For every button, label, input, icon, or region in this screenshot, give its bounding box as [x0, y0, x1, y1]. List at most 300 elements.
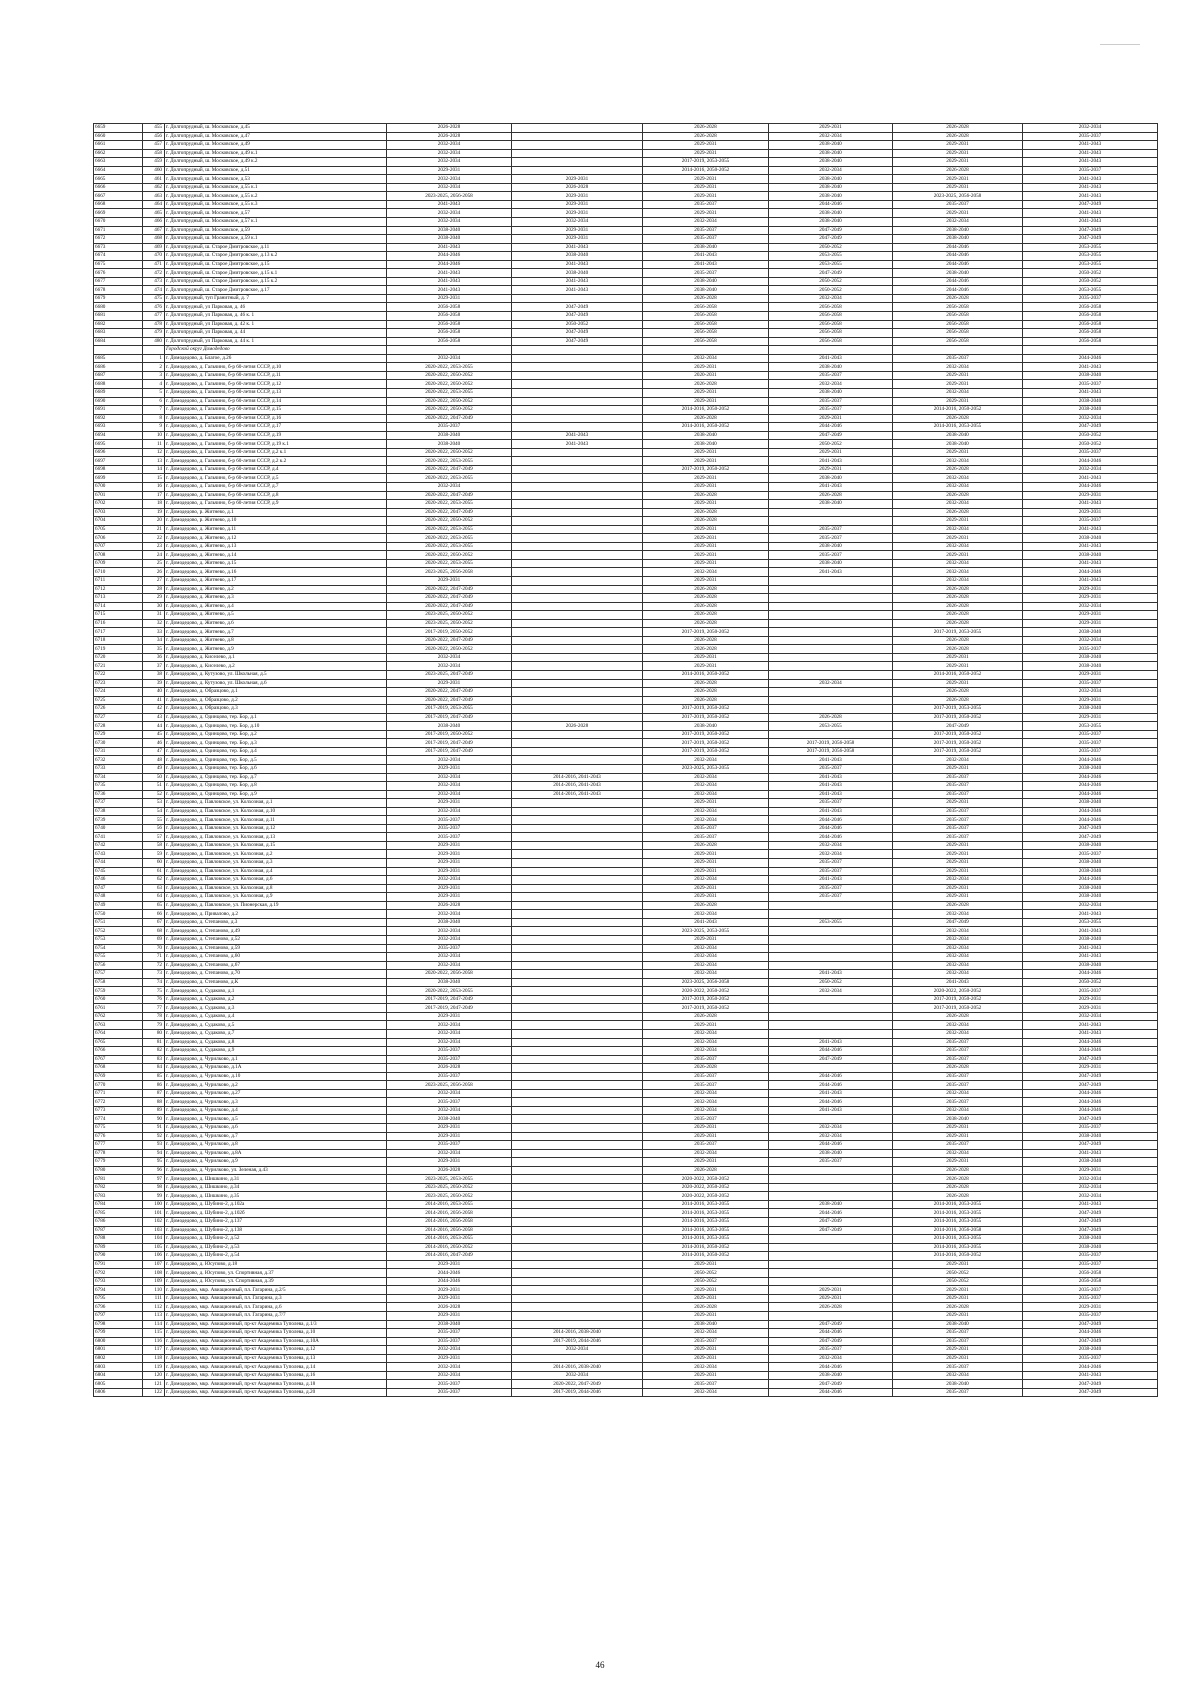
number-cell: 6671	[94, 226, 143, 235]
address-cell: г. Домодедово, мкр. Авиационный, пр-кт Академика Туполева, д.10	[165, 1329, 387, 1338]
period-cell: 2035-2037	[893, 824, 1023, 833]
period-cell: 2044-2046	[769, 1209, 893, 1218]
period-cell: 2032-2034	[387, 961, 512, 970]
address-cell: г. Долгопрудный, ул Парковая, д. 42 к. 1	[165, 320, 387, 329]
table-row	[94, 773, 1158, 782]
period-cell: 2035-2037	[893, 200, 1023, 209]
period-cell: 2029-2031	[1023, 611, 1158, 620]
period-cell: 2041-2043	[769, 876, 893, 885]
period-cell: 2041-2043	[643, 260, 769, 269]
period-cell: 2020-2022, 2053-2055	[387, 534, 512, 543]
period-cell: 2044-2046	[769, 824, 893, 833]
period-cell: 2032-2034	[1023, 1192, 1158, 1201]
period-cell	[512, 474, 643, 483]
period-cell: 2032-2034	[387, 482, 512, 491]
address-cell: г. Домодедово, д. Благое, д.26	[165, 354, 387, 363]
period-cell: 2026-2028	[893, 166, 1023, 175]
period-cell: 2041-2043	[1023, 183, 1158, 192]
period-cell: 2029-2031	[1023, 995, 1158, 1004]
period-cell: 2047-2049	[769, 1337, 893, 1346]
number-cell: 6795	[94, 1294, 143, 1303]
period-cell: 2026-2028	[893, 414, 1023, 423]
period-cell: 2035-2037	[1023, 166, 1158, 175]
period-cell	[512, 910, 643, 919]
address-cell: г. Домодедово, д. Судаково, д.2	[165, 995, 387, 1004]
period-cell	[512, 1260, 643, 1269]
period-cell: 2038-2040	[643, 440, 769, 449]
period-cell: 2029-2031	[643, 867, 769, 876]
period-cell	[769, 730, 893, 739]
period-cell	[512, 799, 643, 808]
number-cell: 472	[143, 269, 165, 278]
period-cell: 2056-2058	[893, 337, 1023, 346]
table-row	[94, 1012, 1158, 1021]
period-cell: 2035-2037	[387, 1055, 512, 1064]
table-row	[94, 1029, 1158, 1038]
address-cell: г. Долгопрудный, ш. Старое Дмитровское, д.15 к.2	[165, 277, 387, 286]
period-cell: 2023-2025, 2056-2058	[387, 1081, 512, 1090]
period-cell: 2032-2034	[387, 807, 512, 816]
period-cell: 2047-2049	[1023, 1337, 1158, 1346]
period-cell: 2035-2037	[387, 833, 512, 842]
period-cell: 2038-2040	[1023, 1243, 1158, 1252]
number-cell: 476	[143, 303, 165, 312]
period-cell: 2047-2049	[769, 431, 893, 440]
address-cell: г. Домодедово, мкр. Авиационный, пр-кт Академика Туполева, д.13	[165, 1354, 387, 1363]
table-row	[94, 1380, 1158, 1389]
period-cell: 2032-2034	[643, 1029, 769, 1038]
period-cell	[769, 944, 893, 953]
period-cell: 2029-2031	[893, 183, 1023, 192]
table-row	[94, 1098, 1158, 1107]
table-row	[94, 508, 1158, 517]
table-row	[94, 594, 1158, 603]
period-cell: 2044-2046	[769, 1098, 893, 1107]
number-cell: 6675	[94, 260, 143, 269]
table-row	[94, 380, 1158, 389]
period-cell: 2014-2016, 2053-2055	[893, 1209, 1023, 1218]
period-cell: 2035-2037	[387, 1388, 512, 1397]
period-cell: 2029-2031	[512, 209, 643, 218]
number-cell: 65	[143, 901, 165, 910]
number-cell: 27	[143, 576, 165, 585]
period-cell	[512, 1158, 643, 1167]
period-cell: 2032-2034	[643, 1089, 769, 1098]
number-cell: 6705	[94, 525, 143, 534]
period-cell: 2026-2028	[643, 1012, 769, 1021]
table-row	[94, 995, 1158, 1004]
number-cell: 6739	[94, 816, 143, 825]
address-cell: г. Домодедово, д. Павловское, ул. Колхозная, д.11	[165, 816, 387, 825]
address-cell: г. Домодедово, д. Одинцово, тер. Бор, д.4	[165, 747, 387, 756]
scan-mark	[1100, 44, 1140, 45]
period-cell: 2038-2040	[769, 218, 893, 227]
period-cell: 2038-2040	[387, 918, 512, 927]
address-cell: г. Домодедово, д. Павловское, ул. Колхозная, д.13	[165, 833, 387, 842]
address-cell: г. Домодедово, д. Гальчино, б-р 60-летия СССР, д.7	[165, 482, 387, 491]
period-cell: 2038-2040	[643, 243, 769, 252]
number-cell: 464	[143, 200, 165, 209]
table-row	[94, 585, 1158, 594]
table-row	[94, 602, 1158, 611]
period-cell: 2038-2040	[387, 1115, 512, 1124]
table-row	[94, 482, 1158, 491]
period-cell: 2017-2019, 2050-2052	[893, 1004, 1023, 1013]
table-row	[94, 824, 1158, 833]
period-cell: 2032-2034	[387, 1346, 512, 1355]
number-cell: 58	[143, 841, 165, 850]
address-cell: г. Долгопрудный, ш. Старое Дмитровское, д.15	[165, 260, 387, 269]
address-cell: г. Домодедово, мкр. Авиационный, пл. Гагарина, д.3	[165, 1294, 387, 1303]
number-cell: 48	[143, 756, 165, 765]
number-cell: 6661	[94, 141, 143, 150]
period-cell	[1023, 346, 1158, 355]
number-cell: 6677	[94, 277, 143, 286]
period-cell: 2035-2037	[1023, 730, 1158, 739]
period-cell	[512, 645, 643, 654]
period-cell: 2029-2031	[387, 294, 512, 303]
period-cell: 2029-2031	[893, 175, 1023, 184]
number-cell: 6673	[94, 243, 143, 252]
period-cell: 2044-2046	[769, 1363, 893, 1372]
address-cell: г. Долгопрудный, ш. Московское, д.55 к.1	[165, 183, 387, 192]
period-cell: 2038-2040	[769, 500, 893, 509]
address-cell: г. Домодедово, д. Степаново, д.К	[165, 978, 387, 987]
period-cell	[769, 636, 893, 645]
number-cell	[94, 346, 143, 355]
period-cell: 2026-2028	[893, 491, 1023, 500]
period-cell: 2047-2049	[1023, 200, 1158, 209]
period-cell: 2035-2037	[893, 354, 1023, 363]
period-cell: 2032-2034	[643, 773, 769, 782]
number-cell: 45	[143, 730, 165, 739]
period-cell: 2029-2031	[893, 653, 1023, 662]
number-cell: 6684	[94, 337, 143, 346]
period-cell: 2041-2043	[1023, 363, 1158, 372]
address-cell: г. Домодедово, д. Судаково, д.1	[165, 987, 387, 996]
period-cell	[769, 594, 893, 603]
period-cell: 2032-2034	[512, 1371, 643, 1380]
number-cell: 479	[143, 329, 165, 338]
period-cell: 2032-2034	[893, 910, 1023, 919]
period-cell: 2017-2019, 2050-2052	[643, 705, 769, 714]
period-cell: 2035-2037	[643, 1337, 769, 1346]
period-cell	[512, 1200, 643, 1209]
address-cell: г. Домодедово, д. Одинцово, тер. Бор, д.3	[165, 739, 387, 748]
period-cell: 2041-2043	[769, 482, 893, 491]
period-cell	[512, 653, 643, 662]
period-cell: 2017-2019, 2050-2052	[893, 995, 1023, 1004]
period-cell: 2047-2049	[769, 1226, 893, 1235]
period-cell: 2038-2040	[1023, 1346, 1158, 1355]
period-cell: 2029-2031	[387, 1286, 512, 1295]
number-cell: 101	[143, 1209, 165, 1218]
period-cell	[769, 935, 893, 944]
period-cell: 2020-2022, 2050-2052	[643, 1192, 769, 1201]
number-cell: 6722	[94, 671, 143, 680]
number-cell: 6749	[94, 901, 143, 910]
period-cell: 2038-2040	[387, 978, 512, 987]
period-cell: 2050-2052	[1023, 440, 1158, 449]
number-cell: 3	[143, 371, 165, 380]
number-cell: 77	[143, 1004, 165, 1013]
period-cell: 2047-2049	[512, 329, 643, 338]
address-cell: г. Домодедово, д. Гальчино, б-р 60-летия СССР, д.5	[165, 474, 387, 483]
table-row	[94, 619, 1158, 628]
period-cell: 2029-2031	[643, 183, 769, 192]
period-cell: 2029-2031	[643, 1354, 769, 1363]
period-cell: 2053-2055	[1023, 286, 1158, 295]
period-cell: 2035-2037	[387, 423, 512, 432]
table-row	[94, 1277, 1158, 1286]
number-cell: 6715	[94, 611, 143, 620]
number-cell: 6704	[94, 517, 143, 526]
period-cell: 2026-2028	[387, 1303, 512, 1312]
address-cell: г. Домодедово, д. Киселево, д.2	[165, 662, 387, 671]
period-cell: 2023-2025, 2053-2055	[643, 927, 769, 936]
number-cell: 6669	[94, 209, 143, 218]
number-cell: 6703	[94, 508, 143, 517]
table-row	[94, 1346, 1158, 1355]
address-cell: г. Домодедово, д. Шубино-2, д.138	[165, 1226, 387, 1235]
period-cell: 2032-2034	[643, 970, 769, 979]
period-cell: 2047-2049	[1023, 423, 1158, 432]
number-cell: 6700	[94, 482, 143, 491]
period-cell: 2050-2052	[769, 286, 893, 295]
period-cell: 2017-2019, 2050-2052	[893, 739, 1023, 748]
number-cell: 32	[143, 619, 165, 628]
table-row	[94, 337, 1158, 346]
number-cell: 6725	[94, 696, 143, 705]
number-cell: 75	[143, 987, 165, 996]
period-cell: 2056-2058	[1023, 303, 1158, 312]
period-cell: 2014-2016, 2053-2055	[643, 1200, 769, 1209]
number-cell: 6773	[94, 1106, 143, 1115]
period-cell: 2029-2031	[643, 482, 769, 491]
period-cell: 2035-2037	[387, 1337, 512, 1346]
period-cell: 2044-2046	[1023, 568, 1158, 577]
period-cell: 2032-2034	[387, 876, 512, 885]
number-cell: 6758	[94, 978, 143, 987]
number-cell: 115	[143, 1329, 165, 1338]
period-cell: 2032-2034	[387, 1038, 512, 1047]
number-cell: 6726	[94, 705, 143, 714]
period-cell: 2023-2025, 2053-2055	[387, 1175, 512, 1184]
number-cell: 468	[143, 235, 165, 244]
period-cell	[769, 662, 893, 671]
period-cell: 2038-2040	[1023, 961, 1158, 970]
number-cell: 42	[143, 705, 165, 714]
period-cell: 2020-2022, 2047-2049	[387, 636, 512, 645]
number-cell: 6757	[94, 970, 143, 979]
period-cell: 2026-2028	[893, 1303, 1023, 1312]
page-number: 46	[595, 1660, 605, 1670]
period-cell	[512, 166, 643, 175]
address-cell: г. Домодедово, д. Житнево, д.14	[165, 551, 387, 560]
period-cell: 2053-2055	[1023, 243, 1158, 252]
number-cell: 19	[143, 508, 165, 517]
table-row	[94, 987, 1158, 996]
period-cell: 2041-2043	[1023, 500, 1158, 509]
period-cell: 2044-2046	[893, 260, 1023, 269]
period-cell: 2020-2022, 2047-2049	[387, 602, 512, 611]
period-cell: 2032-2034	[1023, 602, 1158, 611]
period-cell	[769, 585, 893, 594]
period-cell: 2014-2016, 2041-2043	[512, 782, 643, 791]
period-cell: 2035-2037	[643, 1115, 769, 1124]
period-cell	[512, 149, 643, 158]
period-cell: 2041-2043	[1023, 1371, 1158, 1380]
period-cell: 2026-2028	[893, 1166, 1023, 1175]
number-cell: 6748	[94, 893, 143, 902]
period-cell: 2044-2046	[1023, 1047, 1158, 1056]
period-cell: 2026-2028	[643, 602, 769, 611]
period-cell: 2035-2037	[1023, 517, 1158, 526]
period-cell	[512, 688, 643, 697]
period-cell: 2035-2037	[893, 782, 1023, 791]
address-cell: г. Домодедово, д. Павловское, ул. Колхозная, д.12	[165, 824, 387, 833]
number-cell: 474	[143, 286, 165, 295]
number-cell: 95	[143, 1158, 165, 1167]
period-cell: 2041-2043	[1023, 525, 1158, 534]
period-cell: 2032-2034	[643, 1363, 769, 1372]
period-cell: 2038-2040	[893, 440, 1023, 449]
period-cell: 2020-2022, 2050-2052	[387, 380, 512, 389]
address-cell: г. Долгопрудный, ш. Московское, д.53	[165, 175, 387, 184]
number-cell: 6716	[94, 619, 143, 628]
number-cell: 116	[143, 1337, 165, 1346]
period-cell: 2020-2031	[643, 371, 769, 380]
period-cell: 2029-2031	[643, 576, 769, 585]
table-row	[94, 807, 1158, 816]
number-cell: 460	[143, 166, 165, 175]
period-cell: 2029-2031	[387, 576, 512, 585]
period-cell	[512, 1192, 643, 1201]
period-cell: 2014-2016, 2050-2052	[893, 671, 1023, 680]
period-cell: 2050-2052	[769, 440, 893, 449]
period-cell: 2029-2031	[893, 1123, 1023, 1132]
period-cell	[512, 1294, 643, 1303]
number-cell: 107	[143, 1260, 165, 1269]
period-cell	[769, 1252, 893, 1261]
period-cell: 2032-2034	[1023, 636, 1158, 645]
number-cell: 6695	[94, 440, 143, 449]
number-cell: 6737	[94, 799, 143, 808]
period-cell: 2035-2037	[893, 1329, 1023, 1338]
period-cell: 2047-2049	[769, 1380, 893, 1389]
period-cell: 2014-2016, 2053-2055	[643, 1218, 769, 1227]
number-cell: 6712	[94, 585, 143, 594]
number-cell: 7	[143, 406, 165, 415]
number-cell: 6689	[94, 388, 143, 397]
period-cell	[512, 816, 643, 825]
period-cell: 2026-2028	[893, 585, 1023, 594]
period-cell: 2032-2034	[387, 1363, 512, 1372]
table-row	[94, 1312, 1158, 1321]
period-cell: 2038-2040	[1023, 397, 1158, 406]
period-cell: 2032-2034	[643, 944, 769, 953]
number-cell: 6744	[94, 859, 143, 868]
number-cell: 6736	[94, 790, 143, 799]
number-cell: 6766	[94, 1047, 143, 1056]
table-row	[94, 739, 1158, 748]
period-cell: 2038-2040	[893, 1115, 1023, 1124]
period-cell: 2029-2031	[643, 457, 769, 466]
address-cell: г. Домодедово, д. Чурилково, д.8	[165, 1141, 387, 1150]
period-cell: 2029-2031	[1023, 671, 1158, 680]
table-row	[94, 542, 1158, 551]
period-cell: 2047-2049	[893, 722, 1023, 731]
period-cell: 2029-2031	[643, 893, 769, 902]
period-cell: 2056-2058	[387, 303, 512, 312]
period-cell: 2014-2016, 2050-2052	[893, 1252, 1023, 1261]
period-cell: 2047-2049	[1023, 1081, 1158, 1090]
period-cell	[512, 884, 643, 893]
period-cell: 2032-2034	[643, 876, 769, 885]
period-cell	[512, 850, 643, 859]
period-cell: 2032-2034	[387, 782, 512, 791]
number-cell: 119	[143, 1363, 165, 1372]
period-cell: 2017-2019, 2050-2052	[643, 713, 769, 722]
period-cell: 2026-2028	[387, 124, 512, 133]
period-cell: 2056-2058	[893, 329, 1023, 338]
period-cell: 2038-2040	[893, 1380, 1023, 1389]
period-cell: 2029-2031	[893, 1312, 1023, 1321]
period-cell: 2029-2031	[893, 158, 1023, 167]
period-cell: 2035-2037	[893, 1072, 1023, 1081]
period-cell	[512, 423, 643, 432]
address-cell: г. Домодедово, д. Кутузово, ул. Школьная, д.6	[165, 679, 387, 688]
period-cell: 2014-2016, 2056-2058	[387, 1209, 512, 1218]
period-cell: 2044-2046	[1023, 1089, 1158, 1098]
period-cell: 2029-2031	[643, 1312, 769, 1321]
address-cell: г. Домодедово, д. Павловское, ул. Колхозная, д.6	[165, 876, 387, 885]
number-cell: 33	[143, 628, 165, 637]
period-cell: 2053-2055	[769, 260, 893, 269]
period-cell: 2017-2019, 2050-2052	[643, 730, 769, 739]
period-cell: 2029-2031	[893, 517, 1023, 526]
period-cell: 2044-2046	[387, 1269, 512, 1278]
table-row	[94, 671, 1158, 680]
period-cell: 2029-2031	[643, 448, 769, 457]
table-row	[94, 209, 1158, 218]
period-cell: 2047-2049	[769, 269, 893, 278]
number-cell: 6701	[94, 491, 143, 500]
period-cell	[512, 893, 643, 902]
period-cell: 2044-2046	[1023, 457, 1158, 466]
period-cell	[512, 987, 643, 996]
period-cell: 2026-2028	[643, 1064, 769, 1073]
period-cell: 2041-2043	[1023, 388, 1158, 397]
table-row	[94, 551, 1158, 560]
period-cell: 2041-2043	[1023, 1149, 1158, 1158]
number-cell: 6786	[94, 1218, 143, 1227]
period-cell	[512, 918, 643, 927]
address-cell: г. Домодедово, д. Шубино-2, д.54	[165, 1252, 387, 1261]
period-cell: 2038-2040	[893, 226, 1023, 235]
number-cell: 6741	[94, 833, 143, 842]
address-cell: г. Домодедово, д. Чурилково, д.2	[165, 1081, 387, 1090]
period-cell: 2032-2034	[643, 910, 769, 919]
number-cell: 121	[143, 1380, 165, 1389]
number-cell: 6796	[94, 1303, 143, 1312]
table-row	[94, 782, 1158, 791]
table-row	[94, 235, 1158, 244]
period-cell: 2044-2046	[1023, 816, 1158, 825]
period-cell: 2017-2019, 2050-2052	[643, 1004, 769, 1013]
address-cell: г. Долгопрудный, ш. Московское, д.57 к.1	[165, 218, 387, 227]
number-cell: 6659	[94, 124, 143, 133]
